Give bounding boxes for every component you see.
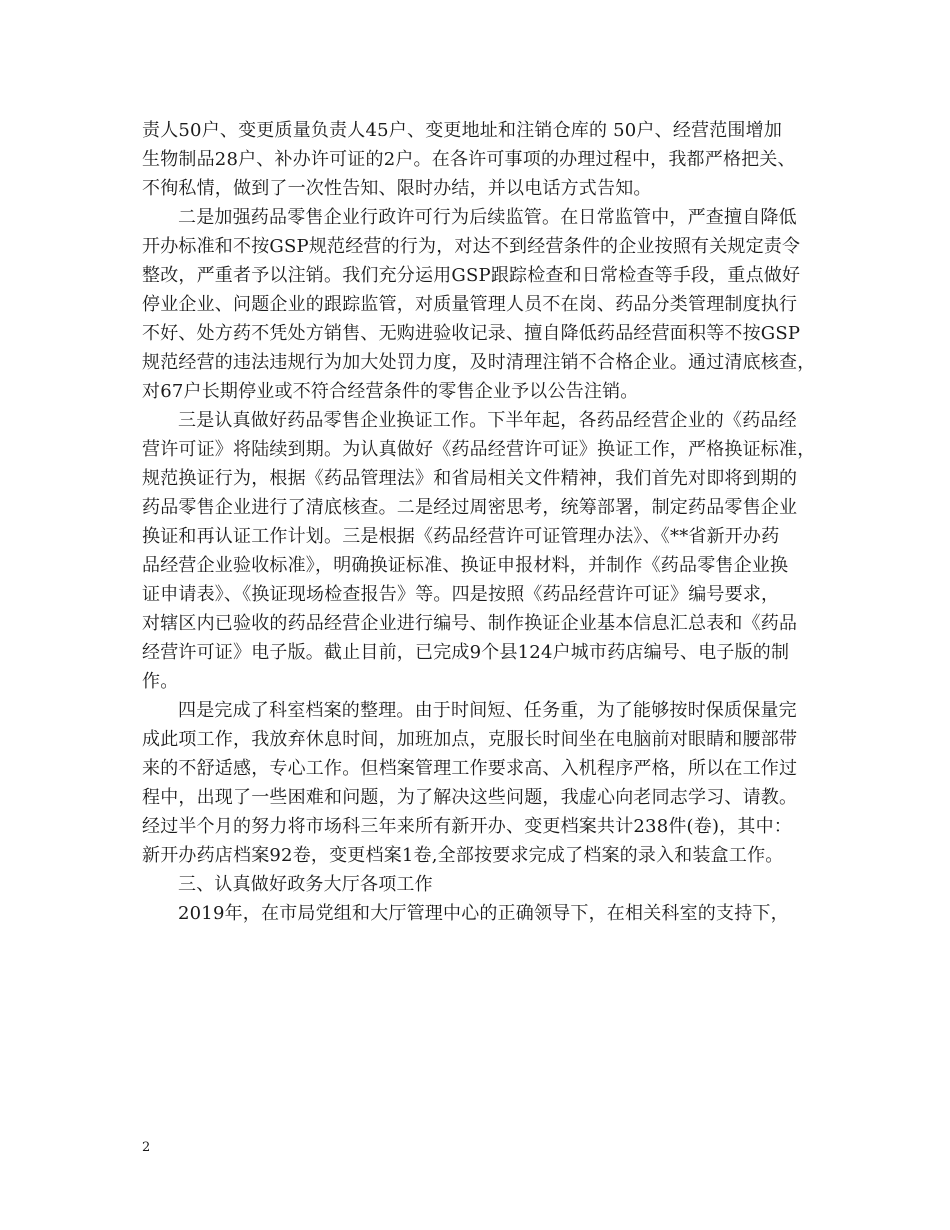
text-line: 品经营企业验收标准》，明确换证标准、换证申报材料，并制作《药品零售企业换 [142, 555, 789, 576]
text-line: 换证和再认证工作计划。三是根据《药品经营许可证管理办法》、《**省新开办药 [142, 526, 780, 547]
text-line: 程中，出现了一些困难和问题，为了解决这些问题，我虚心向老同志学习、请教。 [142, 787, 798, 808]
text-line: 作。 [142, 671, 179, 692]
text-line: 规范经营的违法违规行为加大处罚力度，及时清理注销不合格企业。通过清底核查， [142, 352, 816, 373]
text-line: 2019年，在市局党组和大厅管理中心的正确领导下，在相关科室的支持下， [178, 903, 789, 924]
text-line: 生物制品28户、补办许可证的2户。在各许可事项的办理过程中，我都严格把关、 [142, 149, 796, 170]
page-number: 2 [142, 1140, 151, 1155]
document-body [142, 116, 832, 928]
text-line: 责人50户、变更质量负责人45户、变更地址和注销仓库的 50户、经营范围增加 [142, 120, 783, 141]
text-line: 不好、处方药不凭处方销售、无购进验收记录、擅自降低药品经营面积等不按GSP [142, 323, 801, 344]
text-line: 成此项工作，我放弃休息时间，加班加点，克服长时间坐在电脑前对眼睛和腰部带 [142, 729, 798, 750]
text-line: 停业企业、问题企业的跟踪监管，对质量管理人员不在岗、药品分类管理制度执行 [142, 294, 798, 315]
text-line: 四是完成了科室档案的整理。由于时间短、任务重，为了能够按时保质保量完 [178, 700, 797, 721]
text-line: 不徇私情，做到了一次性告知、限时办结，并以电话方式告知。 [142, 178, 652, 199]
text-line: 规范换证行为，根据《药品管理法》和省局相关文件精神，我们首先对即将到期的 [142, 468, 798, 489]
text-line: 新开办药店档案92卷，变更档案1卷,全部按要求完成了档案的录入和装盒工作。 [142, 845, 784, 866]
text-line: 二是加强药品零售企业行政许可行为后续监管。在日常监管中，严查擅自降低 [178, 207, 797, 228]
text-line: 三是认真做好药品零售企业换证工作。下半年起，各药品经营企业的《药品经 [178, 410, 797, 431]
text-line: 营许可证》将陆续到期。为认真做好《药品经营许可证》换证工作，严格换证标准， [142, 439, 816, 460]
text-line: 开办标准和不按GSP规范经营的行为，对达不到经营条件的企业按照有关规定责令 [142, 236, 801, 257]
text-line: 药品零售企业进行了清底核查。二是经过周密思考，统筹部署，制定药品零售企业 [142, 497, 798, 518]
text-line: 证申请表》、《换证现场检查报告》等。四是按照《药品经营许可证》编号要求， [142, 584, 780, 605]
text-line: 对67户长期停业或不符合经营条件的零售企业予以公告注销。 [142, 381, 639, 402]
text-line: 经营许可证》电子版。截止目前，已完成9个县124户城市药店编号、电子版的制 [142, 642, 790, 663]
text-line: 经过半个月的努力将市场科三年来所有新开办、变更档案共计238件(卷)，其中： [142, 816, 792, 837]
text-line: 三、认真做好政务大厅各项工作 [178, 874, 433, 895]
text-line: 来的不舒适感，专心工作。但档案管理工作要求高、入机程序严格，所以在工作过 [142, 758, 798, 779]
text-line: 整改，严重者予以注销。我们充分运用GSP跟踪检查和日常检查等手段，重点做好 [142, 265, 801, 286]
text-line: 对辖区内已验收的药品经营企业进行编号、制作换证企业基本信息汇总表和《药品 [142, 613, 798, 634]
